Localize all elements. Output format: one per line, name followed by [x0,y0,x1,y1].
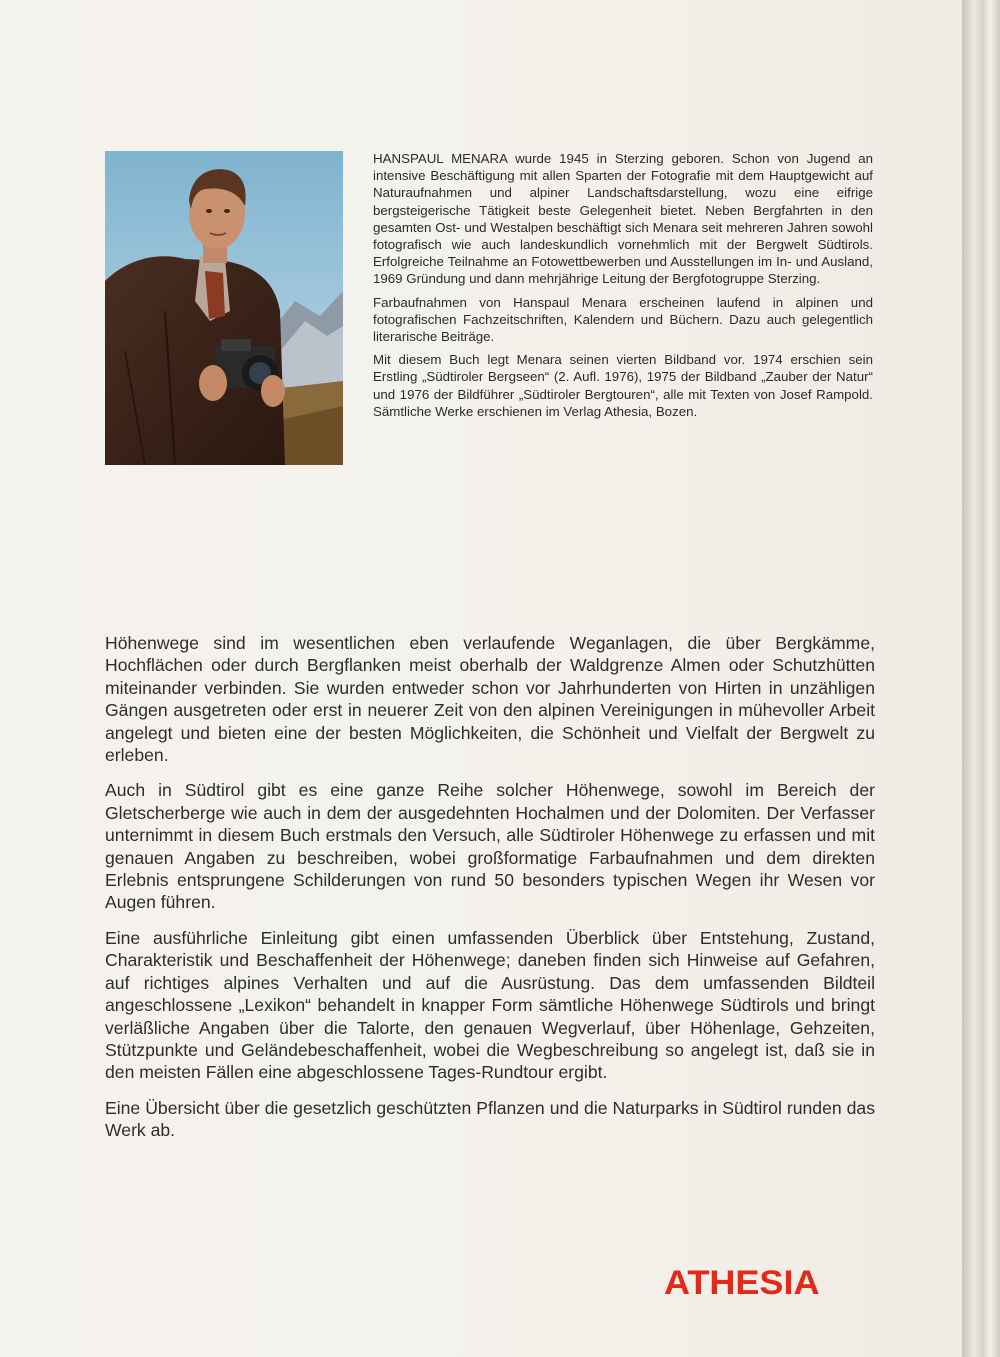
description-paragraph: Auch in Südtirol gibt es eine ganze Reihe solcher Höhenwege, sowohl im Bereich der Gletscherberge wie auch in dem der ausgedehnten Hochalmen und der Dolomiten. Der Verfasser unternimmt in diesem Buch erstmals den Versuch, alle Südtiroler Höhenwege zu erfassen und mit genauen Angaben zu beschreiben, wobei großformatige Farbaufnahmen und dem direkten Erlebnis entsprungene Schilderungen von rund 50 besonders typischen Wegen ihr Wesen vor Augen führen. [105,780,875,913]
description-paragraph: Eine Übersicht über die gesetzlich geschützten Pflanzen und die Naturparks in Südtirol runden das Werk ab. [105,1097,875,1141]
bio-paragraph: Mit diesem Buch legt Menara seinen vierten Bildband vor. 1974 erschien sein Erstling „Südtiroler Bergseen“ (2. Aufl. 1976), 1975 der Bildband „Zauber der Natur“ und 1976 der Bildführer „Südtiroler Bergtouren“, alle mit Texten von Josef Rampold. Sämtliche Werke erschienen im Verlag Athesia, Bozen. [373,352,873,419]
author-bio [373,150,873,426]
bio-paragraph: Farbaufnahmen von Hanspaul Menara erscheinen laufend in alpinen und fotografischen Fachzeitschriften, Kalendern und Büchern. Dazu auch gelegentlich literarische Beiträge. [373,294,873,345]
description-paragraph: Höhenwege sind im wesentlichen eben verlaufende Weganlagen, die über Bergkämme, Hochflächen oder durch Bergflanken meist oberhalb der Waldgrenze Almen oder Schutzhütten miteinander verbinden. Sie wurden entweder schon vor Jahrhunderten von Hirten in unzähligen Gängen ausgetreten oder erst in neuerer Zeit von den alpinen Vereinigungen in mühevoller Arbeit angelegt und bieten eine der besten Möglichkeiten, die Schönheit und Vielfalt der Bergwelt zu erleben. [105,633,875,766]
author-photo [105,151,343,465]
book-description [105,632,875,1155]
bio-paragraph: HANSPAUL MENARA wurde 1945 in Sterzing geboren. Schon von Jugend an intensive Beschäftigung mit allen Sparten der Fotografie mit dem Hauptgewicht auf Naturaufnahmen und alpiner Landschaftsdarstellung, wozu eine eifrige bergsteigerische Tätigkeit beste Gelegenheit bietet. Neben Bergfahrten in den gesamten Ost- und Westalpen beschäftigt sich Menara seit mehreren Jahren sowohl fotografisch wie auch landeskundlich vornehmlich mit der Bergwelt Südtirols. Erfolgreiche Teilnahme an Fotowettbewerben und Ausstellungen im In- und Ausland, 1969 Gründung und dann mehrjährige Leitung der Bergfotogruppe Sterzing. [373,151,873,287]
publisher-logo: ATHESIA [664,1264,820,1302]
description-paragraph: Eine ausführliche Einleitung gibt einen umfassenden Überblick über Entstehung, Zustand, Charakteristik und Beschaffenheit der Höhenwege; daneben finden sich Hinweise auf Gefahren, auf richtiges alpines Verhalten und auf die Ausrüstung. Das dem umfassenden Bildteil angeschlossene „Lexikon“ behandelt in knapper Form sämtliche Höhenwege Südtirols und bringt verläßliche Angaben über die Talorte, den genauen Wegverlauf, über Höhenlage, Gehzeiten, Stützpunkte und Geländebeschaffenheit, wobei die Wegbeschreibung so angelegt ist, daß sie in den meisten Fällen eine abgeschlossene Tages-Rundtour ergibt. [105,927,875,1083]
book-spine-edge [962,0,1000,1357]
